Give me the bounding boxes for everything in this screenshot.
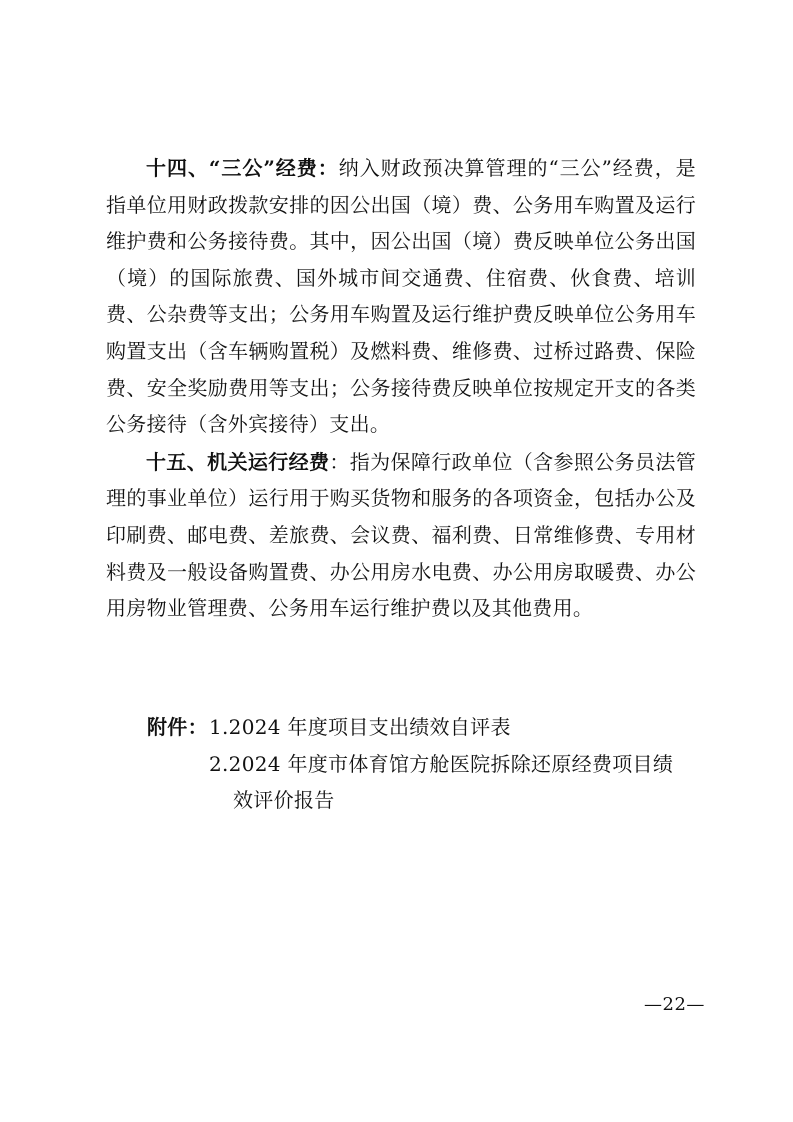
attachment-item-2 <box>209 746 707 819</box>
section-fourteen <box>106 150 696 443</box>
page-number: —22— <box>644 994 705 1015</box>
attachment-item-2-text: 2.2024 年度市体育馆方舱医院拆除还原经费项目绩 <box>209 751 674 776</box>
section-fifteen-term: 十五、机关运行经费 <box>146 449 330 474</box>
attachments-row <box>147 709 707 819</box>
section-fifteen-separator: ： <box>329 449 350 474</box>
attachment-item-1 <box>209 709 707 746</box>
attachments <box>147 709 707 819</box>
section-fifteen <box>106 444 696 627</box>
attachment-item-1-text: 1.2024 年度项目支出绩效自评表 <box>209 715 511 739</box>
document-body <box>106 150 696 627</box>
attachments-label: 附件： <box>147 715 208 739</box>
section-fourteen-body: 纳入财政预决算管理的“三公”经费，是指单位用财政拨款安排的因公出国（境）费、公务用车购置及运行维护费和公务接待费。其中，因公出国（境）费反映单位公务出国（境）的国际旅费、国外城市间交通费、住宿费、伙食费、培训费、公杂费等支出；公务用车购置及运行维护费反映单位公务用车购置支出（含车辆购置税）及燃料费、维修费、过桥过路费、保险费、安全奖励费用等支出；公务接待费反映单位按规定开支的各类公务接待（含外宾接待）支出。 <box>106 156 696 437</box>
section-fourteen-separator: ： <box>317 156 339 180</box>
attachment-item-2-continuation: 效评价报告 <box>233 788 335 813</box>
section-fifteen-body: 指为保障行政单位（含参照公务员法管理的事业单位）运行用于购买货物和服务的各项资金，包括办公及印刷费、邮电费、差旅费、会议费、福利费、日常维修费、专用材料费及一般设备购置费、办公用房水电费、办公用房取暖费、办公用房物业管理费、公务用车运行维护费以及其他费用。 <box>106 449 696 621</box>
section-fourteen-term: 十四、“三公”经费 <box>146 156 318 180</box>
attachments-list <box>209 709 707 819</box>
